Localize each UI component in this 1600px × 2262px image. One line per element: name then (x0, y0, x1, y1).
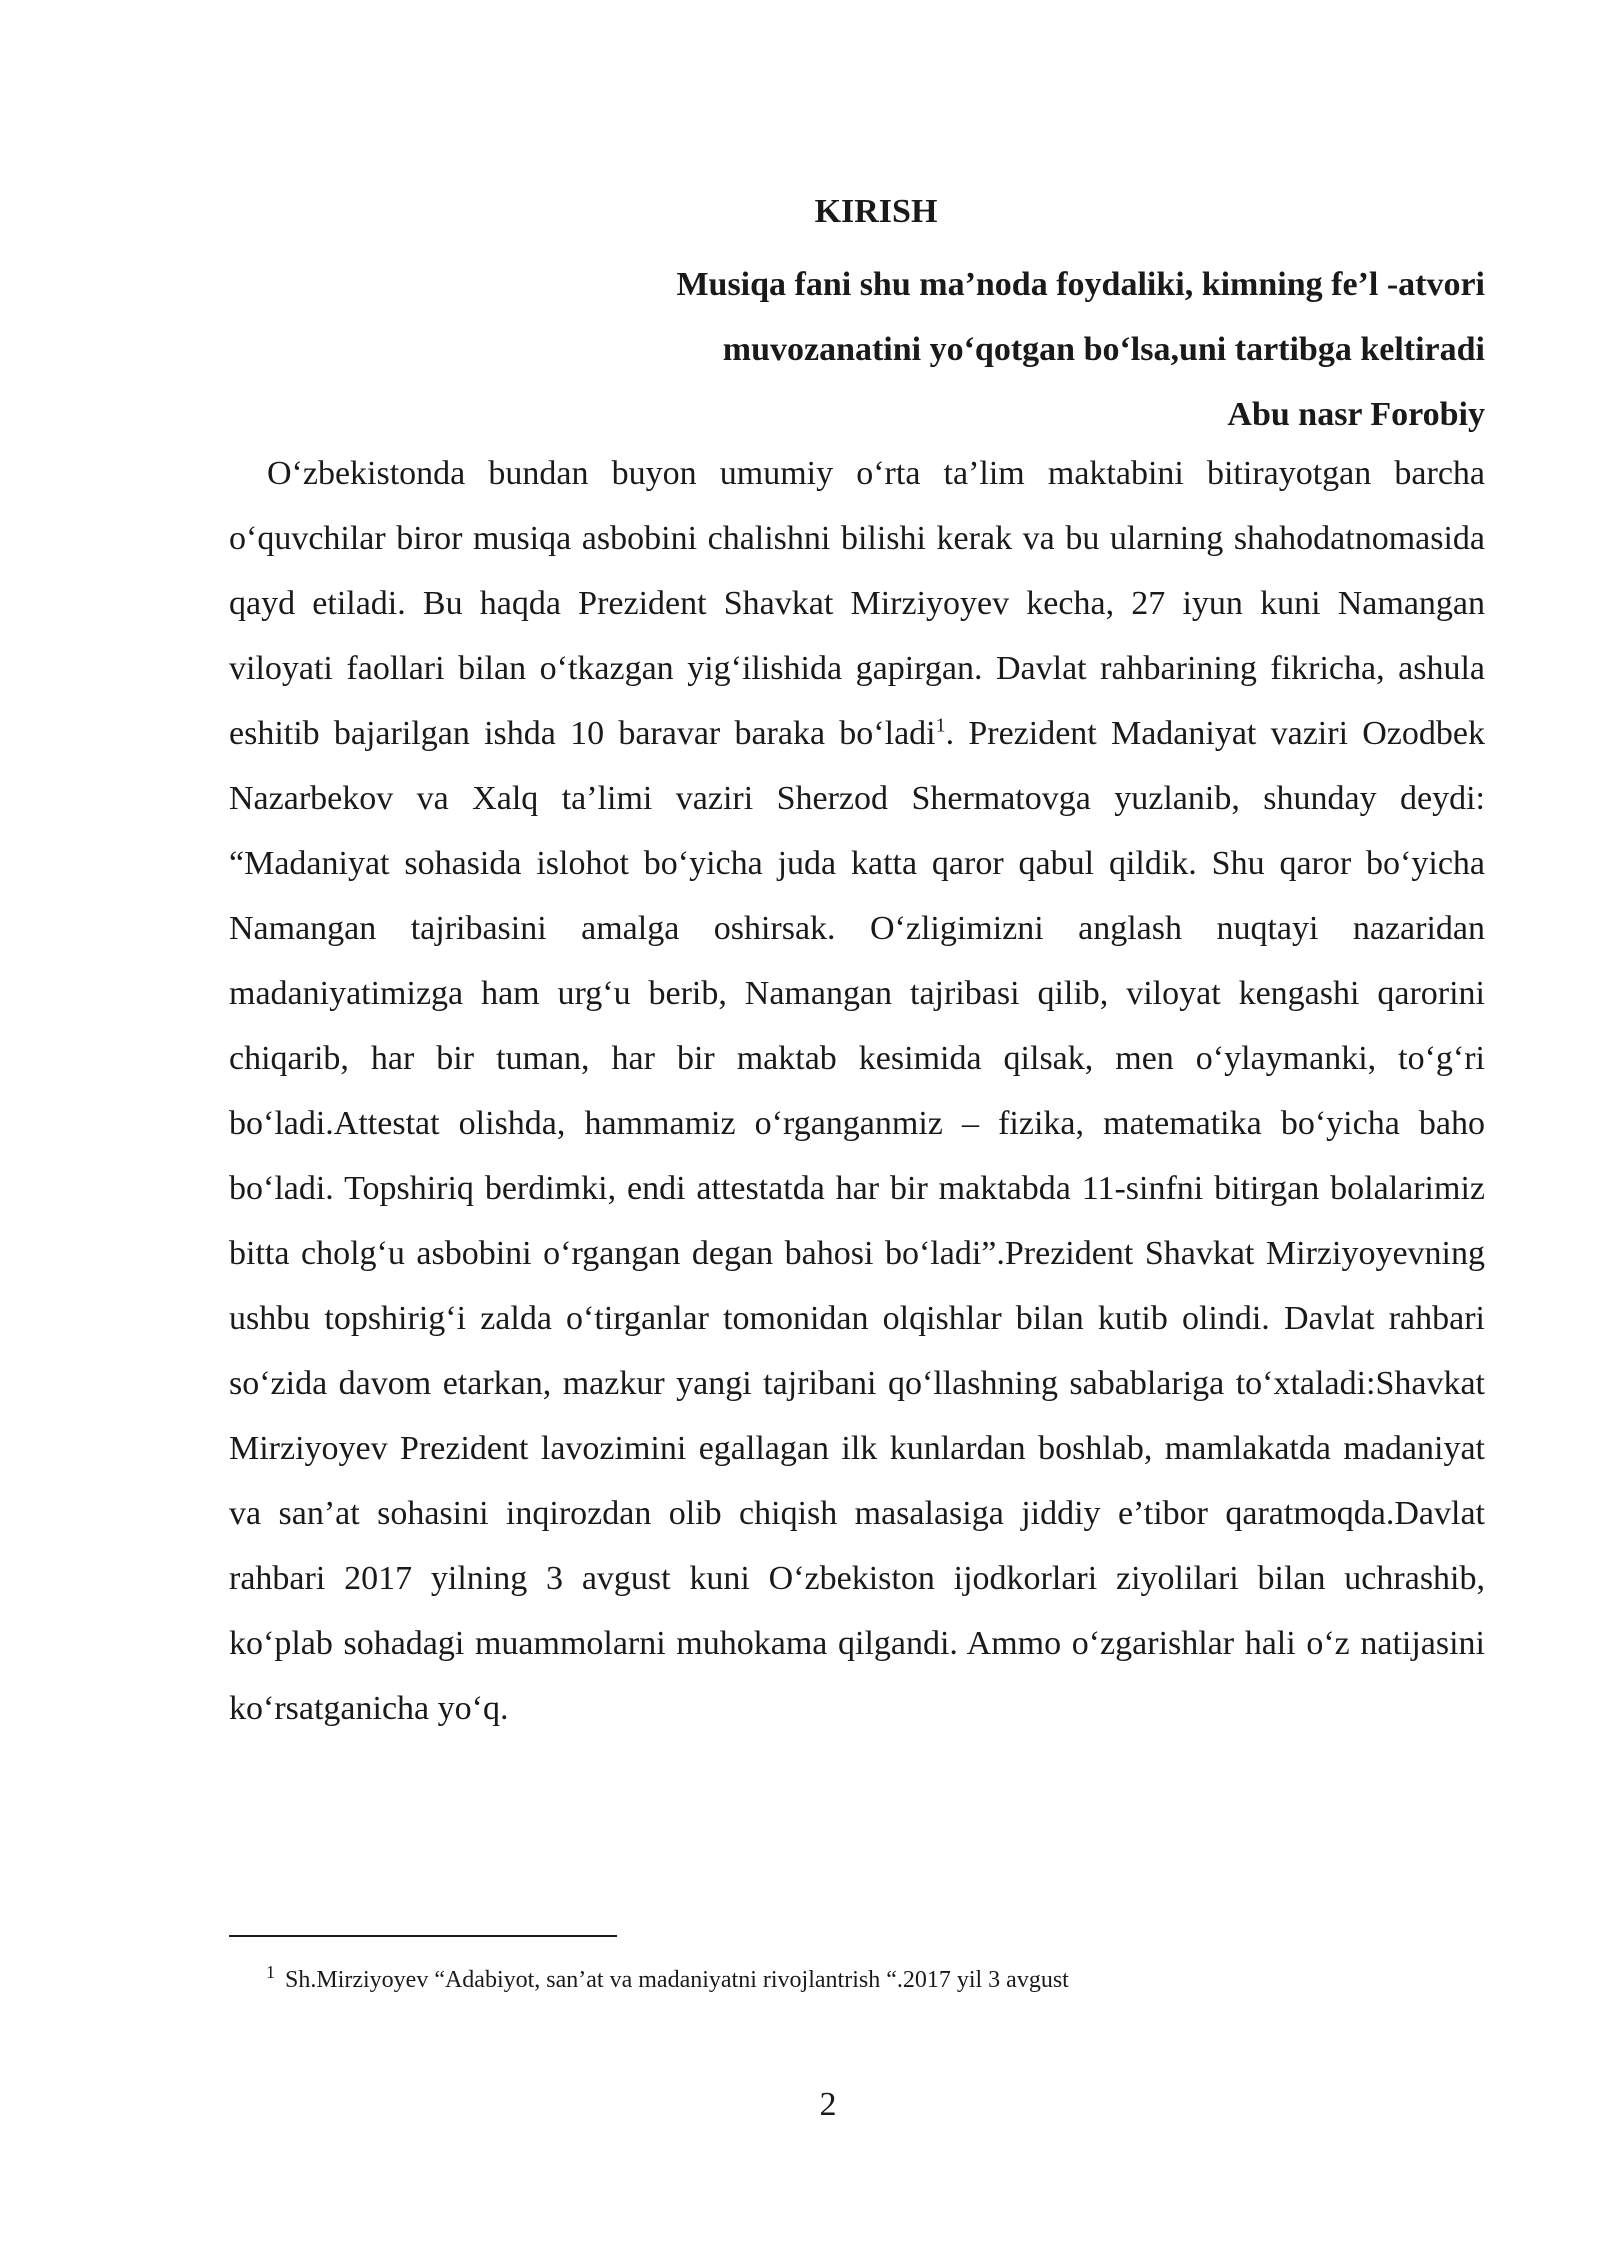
body-paragraph (229, 441, 1485, 1741)
page-number: 2 (819, 2086, 837, 2123)
epigraph-line-1: Musiqa fani shu ma’noda foydaliki, kimning fe’l -atvori (676, 266, 1485, 303)
footnote-separator (229, 1935, 617, 1937)
section-heading: KIRISH (814, 193, 938, 230)
footnote-reference[interactable]: 1 (935, 714, 946, 737)
epigraph (385, 252, 1485, 447)
footnote-number: 1 (266, 1962, 275, 1982)
epigraph-line-2: muvozanatini yo‘qotgan bo‘lsa,uni tartibga keltiradi (722, 331, 1485, 368)
footnote-text: Sh.Mirziyoyev “Adabiyot, san’at va madaniyatni rivojlantrish “.2017 yil 3 avgust (285, 1967, 1069, 1993)
epigraph-author: Abu nasr Forobiy (1227, 396, 1485, 433)
body-text-part-2: . Prezident Madaniyat vaziri Ozodbek Nazarbekov va Xalq ta’limi vaziri Sherzod Shermatovga yuzlanib, shunday deydi: “Madaniyat sohasida islohot bo‘yicha juda katta qaror qabul qildik. Shu qaror bo‘yicha Namangan tajribasini amalga oshirsak. O‘zligimizni anglash nuqtayi nazaridan madaniyatimizga ham urg‘u berib, Namangan tajribasi qilib, viloyat kengashi qarorini chiqarib, har bir tuman, har bir maktab kesimida qilsak, men o‘ylaymanki, to‘g‘ri bo‘ladi.Attestat olishda, hammamiz o‘rganganmiz – fizika, matematika bo‘yicha baho bo‘ladi. Topshiriq berdimki, endi attestatda har bir maktabda 11-sinfni bitirgan bolalarimiz bitta cholg‘u asbobini o‘rgangan degan bahosi bo‘ladi”.Prezident Shavkat Mirziyoyevning ushbu topshirig‘i zalda o‘tirganlar tomonidan olqishlar bilan kutib olindi. Davlat rahbari so‘zida davom etarkan, mazkur yangi tajribani qo‘llashning sabablariga to‘xtaladi:Shavkat Mirziyoyev Prezident lavozimini egallagan ilk kunlardan boshlab, mamlakatda madaniyat va san’at sohasini inqirozdan olib chiqish masalasiga jiddiy e’tibor qaratmoqda.Davlat rahbari 2017 yilning 3 avgust kuni O‘zbekiston ijodkorlari ziyolilari bilan uchrashib, ko‘plab sohadagi muammolarni muhokama qilgandi. Ammo o‘zgarishlar hali o‘z natijasini ko‘rsatganicha yo‘q. (229, 715, 1485, 1727)
body-text-part-1: O‘zbekistonda bundan buyon umumiy o‘rta ta’lim maktabini bitirayotgan barcha o‘quvchilar biror musiqa asbobini chalishni bilishi kerak va bu ularning shahodatnomasida qayd etiladi. Bu haqda Prezident Shavkat Mirziyoyev kecha, 27 iyun kuni Namangan viloyati faollari bilan o‘tkazgan yig‘ilishida gapirgan. Davlat rahbarining fikricha, ashula eshitib bajarilgan ishda 10 baravar baraka bo‘ladi (229, 455, 1485, 752)
footnote (266, 1955, 1466, 1997)
